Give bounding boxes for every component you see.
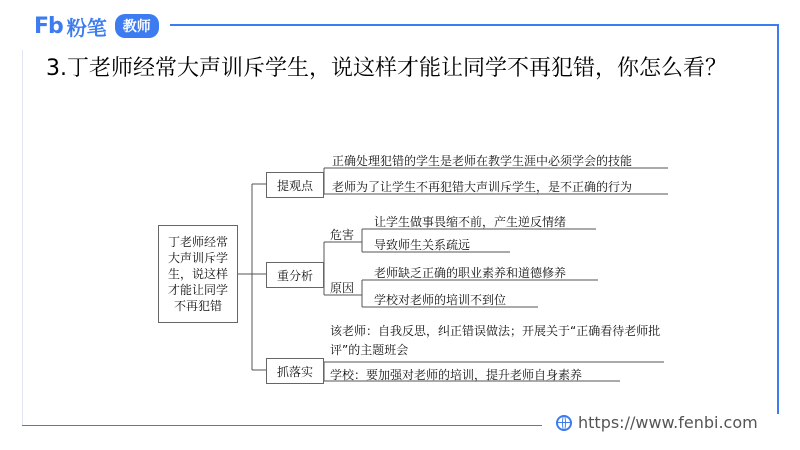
branch-analysis: 重分析 xyxy=(266,262,324,288)
footer-url-text[interactable]: https://www.fenbi.com xyxy=(578,413,758,432)
cause-item-2: 学校对老师的培训不到位 xyxy=(374,293,507,307)
logo-brand: 粉笔 xyxy=(66,15,107,40)
viewpoint-item-1: 正确处理犯错的学生是老师在教学生涯中必须学会的技能 xyxy=(332,154,633,168)
logo-mark: Fb xyxy=(34,13,63,39)
implementation-item-2: 学校：要加强对老师的培训，提升老师自身素养 xyxy=(330,368,583,382)
branch-implementation: 抓落实 xyxy=(266,358,324,384)
globe-icon xyxy=(556,415,572,431)
frame-bottom-line xyxy=(22,425,542,426)
fenbi-logo xyxy=(34,12,159,40)
harm-item-2: 导致师生关系疏远 xyxy=(374,238,471,252)
implementation-item-1: 该老师：自我反思，纠正错误做法；开展关于“正确看待老师批评”的主题班会 xyxy=(330,324,661,357)
question-title: 3.丁老师经常大声训斥学生，说这样才能让同学不再犯错，你怎么看？ xyxy=(46,56,727,81)
footer-website[interactable] xyxy=(556,413,758,432)
frame-left-line xyxy=(22,50,23,425)
branch-viewpoint: 提观点 xyxy=(266,172,324,198)
analysis-cause-label: 原因 xyxy=(330,281,355,295)
cause-item-1: 老师缺乏正确的职业素养和道德修养 xyxy=(374,266,567,280)
logo-teacher-badge: 教师 xyxy=(115,14,159,38)
mindmap-root: 丁老师经常大声训斥学生，说这样才能让同学不再犯错 xyxy=(158,225,238,323)
viewpoint-item-2: 老师为了让学生不再犯错大声训斥学生，是不正确的行为 xyxy=(332,180,633,194)
harm-item-1: 让学生做事畏缩不前，产生逆反情绪 xyxy=(374,215,567,229)
frame-right-line xyxy=(777,24,779,414)
frame-top-line xyxy=(170,24,778,26)
analysis-harm-label: 危害 xyxy=(330,228,355,242)
